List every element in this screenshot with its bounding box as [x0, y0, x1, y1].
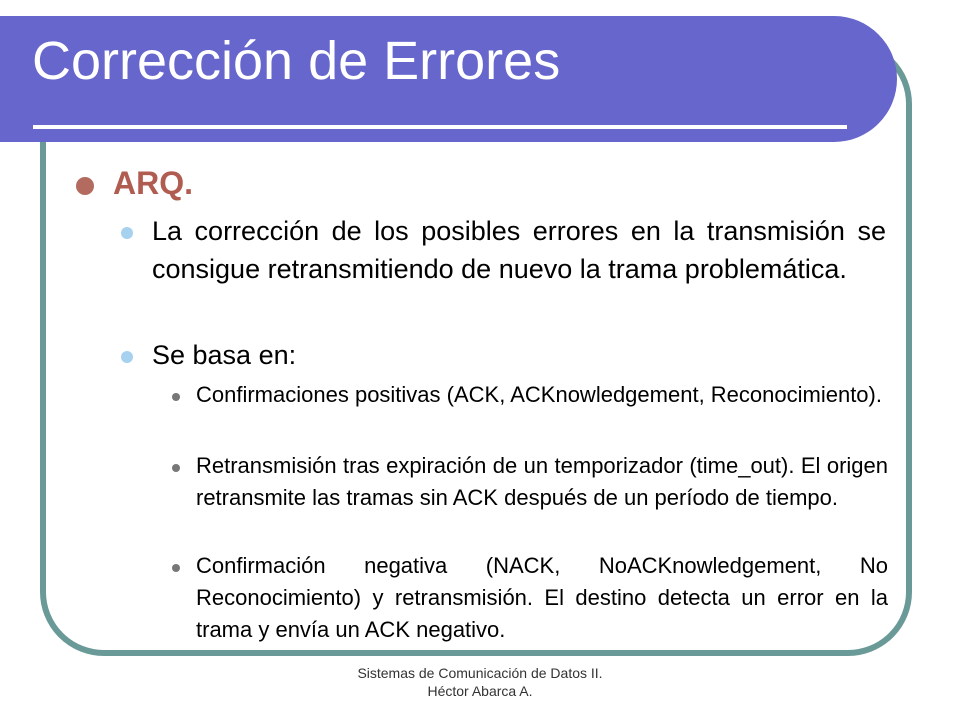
- bullet-dot-icon: [172, 564, 180, 572]
- sub-bullet-text: Confirmaciones positivas (ACK, ACKnowledgement, Reconocimiento).: [196, 382, 882, 407]
- bullet-dot-icon: [172, 393, 180, 401]
- sub-bullet-text: Confirmación negativa (NACK, NoACKnowledgement, No Reconocimiento) y retransmisión. El destino detecta un error en la trama y envía un ACK negativo.: [196, 553, 888, 642]
- bullet-dot-icon: [172, 464, 180, 472]
- bullet-based-on: [121, 336, 886, 374]
- bullet-correction: [121, 212, 886, 288]
- sub-bullet-nack: [172, 550, 888, 646]
- bullet-text: Se basa en:: [152, 340, 297, 370]
- bullet-text: La corrección de los posibles errores en la transmisión se consigue retransmitiendo de nuevo la trama problemática.: [152, 216, 886, 284]
- sub-bullet-text: Retransmisión tras expiración de un temporizador (time_out). El origen retransmite las tramas sin ACK después de un período de tiempo.: [196, 453, 888, 510]
- slide-title: Corrección de Errores: [32, 31, 561, 91]
- slide-footer: [280, 664, 680, 700]
- bullet-dot-icon: [76, 177, 94, 195]
- footer-course: Sistemas de Comunicación de Datos II.: [357, 665, 603, 681]
- sub-bullet-timeout: [172, 450, 888, 514]
- footer-author: Héctor Abarca A.: [427, 683, 533, 699]
- sub-bullet-ack: [172, 379, 888, 411]
- bullet-dot-icon: [121, 351, 133, 363]
- heading-arq: ARQ.: [113, 165, 193, 201]
- bullet-dot-icon: [121, 227, 133, 239]
